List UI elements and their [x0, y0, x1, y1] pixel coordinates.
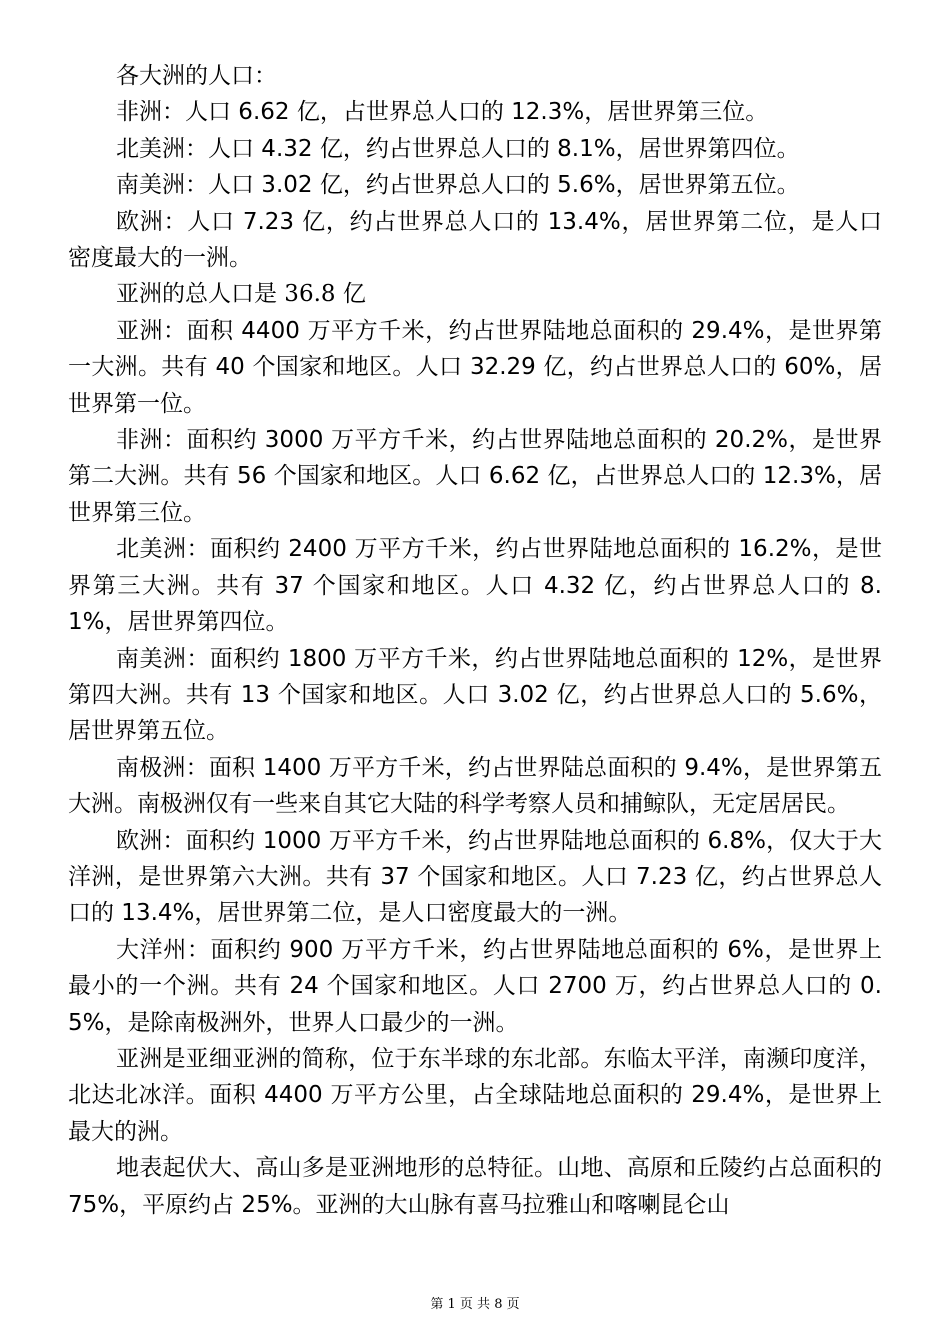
paragraph-europe: 欧洲：面积约 1000 万平方千米，约占世界陆地总面积的 6.8%，仅大于大洋洲，是世界第六大洲。共有 37 个国家和地区。人口 7.23 亿，约占世界总人口的 13.4%，居世界第二位，是人口密度最大的一洲。: [68, 827, 882, 927]
paragraph-asia-terrain: 地表起伏大、高山多是亚洲地形的总特征。山地、高原和丘陵约占总面积的 75%，平原约占 25%。亚洲的大山脉有喜马拉雅山和喀喇昆仑山: [68, 1155, 882, 1218]
paragraph-south-america: 南美洲：面积约 1800 万平方千米，约占世界陆地总面积的 12%，是世界第四大洲。共有 13 个国家和地区。人口 3.02 亿，约占世界总人口的 5.6%，居世界第五位。: [68, 645, 882, 745]
paragraph-heading: 各大洲的人口：: [116, 63, 277, 89]
paragraph-africa-population: 非洲：人口 6.62 亿，占世界总人口的 12.3%，居世界第三位。: [116, 99, 769, 126]
paragraph-asia-total: 亚洲的总人口是 36.8 亿: [116, 281, 366, 308]
paragraph-europe-population: 欧洲：人口 7.23 亿，约占世界总人口的 13.4%，居世界第二位，是人口密度最大的一洲。: [68, 208, 882, 272]
paragraph-north-america: 北美洲：面积约 2400 万平方千米，约占世界陆地总面积的 16.2%，是世界第三大洲。共有 37 个国家和地区。人口 4.32 亿，约占世界总人口的 8.1%，居世界第四位。: [68, 536, 882, 636]
document-body: [68, 58, 882, 1223]
paragraph-asia-location: 亚洲是亚细亚洲的简称，位于东半球的东北部。东临太平洋，南濒印度洋，北达北冰洋。面积 4400 万平方公里，占全球陆地总面积的 29.4%，是世界上最大的洲。: [68, 1045, 882, 1145]
paragraph-africa: 非洲：面积约 3000 万平方千米，约占世界陆地总面积的 20.2%，是世界第二大洲。共有 56 个国家和地区。人口 6.62 亿，占世界总人口的 12.3%，居世界第三位。: [68, 427, 882, 526]
paragraph-north-america-population: 北美洲：人口 4.32 亿，约占世界总人口的 8.1%，居世界第四位。: [116, 135, 800, 162]
paragraph-south-america-population: 南美洲：人口 3.02 亿，约占世界总人口的 5.6%，居世界第五位。: [116, 172, 800, 199]
paragraph-oceania: 大洋州：面积约 900 万平方千米，约占世界陆地总面积的 6%，是世界上最小的一个洲。共有 24 个国家和地区。人口 2700 万，约占世界总人口的 0.5%，是除南极洲外，世界人口最少的一洲。: [68, 936, 882, 1036]
page-footer: 第 1 页 共 8 页: [430, 1297, 520, 1312]
paragraph-asia: 亚洲：面积 4400 万平方千米，约占世界陆地总面积的 29.4%，是世界第一大洲。共有 40 个国家和地区。人口 32.29 亿，约占世界总人口的 60%，居世界第一位。: [68, 317, 882, 417]
paragraph-antarctica: 南极洲：面积 1400 万平方千米，约占世界陆总面积的 9.4%，是世界第五大洲。南极洲仅有一些来自其它大陆的科学考察人员和捕鲸队，无定居居民。: [68, 754, 882, 818]
